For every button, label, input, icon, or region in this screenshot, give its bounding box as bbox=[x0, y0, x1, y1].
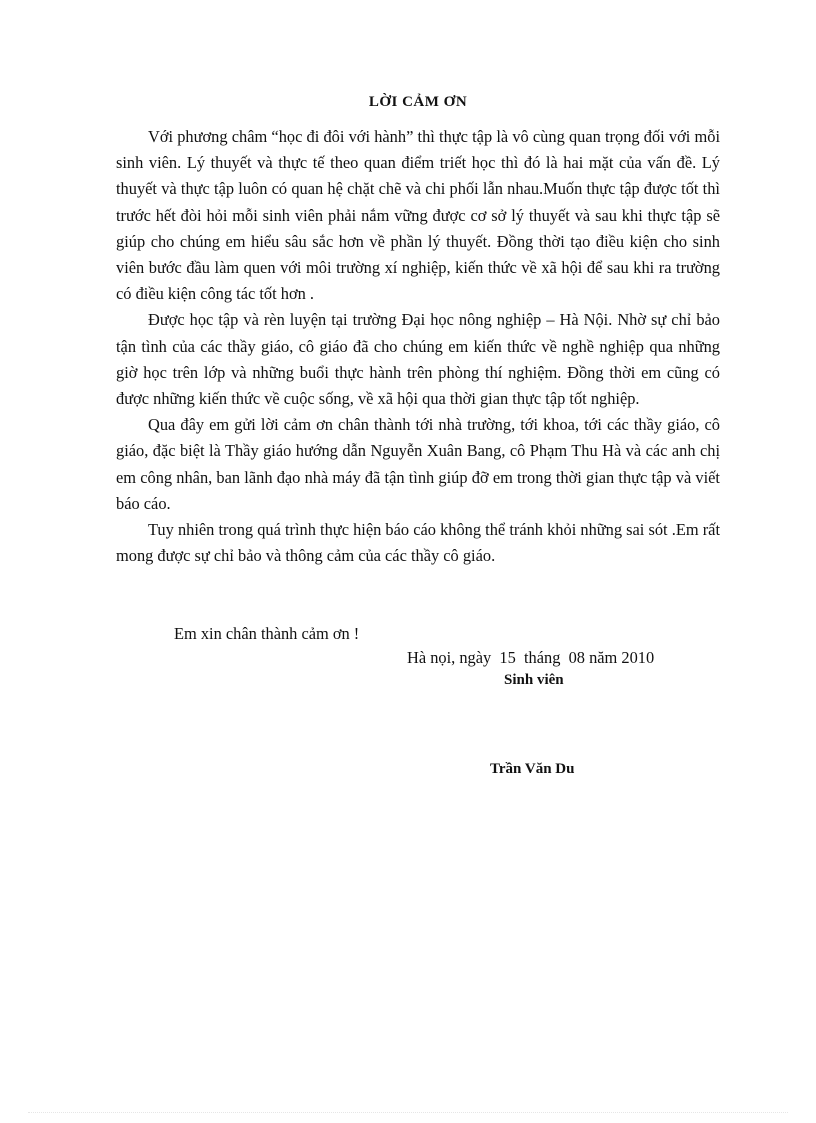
date-line: Hà nọi, ngày 15 tháng 08 năm 2010 bbox=[407, 648, 655, 667]
page-bottom-divider bbox=[28, 1112, 788, 1113]
signer-name: Trần Văn Du bbox=[490, 761, 575, 777]
signer-role: Sinh viên bbox=[504, 672, 564, 688]
paragraph: Với phương châm “học đi đôi với hành” thì thực tập là vô cùng quan trọng đối với mỗi sinh viên. Lý thuyết và thực tế theo quan điểm triết học thì đó là hai mặt của vấn đề. Lý thuyết và thực tập luôn có quan hệ chặt chẽ và chi phối lẫn nhau.Muốn thực tập được tốt thì trước hết đòi hỏi mỗi sinh viên phải nắm vững được cơ sở lý thuyết và sau khi thực tập sẽ giúp cho chúng em hiểu sâu sắc hơn về phần lý thuyết. Đồng thời tạo điều kiện cho sinh viên bước đầu làm quen với môi trường xí nghiệp, kiến thức về xã hội để sau khi ra trường có điều kiện công tác tốt hơn . bbox=[116, 127, 720, 304]
paragraph: Tuy nhiên trong quá trình thực hiện báo cáo không thể tránh khỏi những sai sót .Em rất mong được sự chỉ bảo và thông cảm của các thầy cô giáo. bbox=[116, 520, 720, 566]
page-title: LỜI CẢM ƠN bbox=[368, 94, 468, 110]
closing-line: Em xin chân thành cảm ơn ! bbox=[174, 624, 360, 643]
paragraph: Được học tập và rèn luyện tại trường Đại học nông nghiệp – Hà Nội. Nhờ sự chỉ bảo tận tình của các thầy giáo, cô giáo đã cho chúng em kiến thức về nghề nghiệp qua những giờ học trên lớp và những buổi thực hành trên phòng thí nghiệm. Đồng thời em cũng có được những kiến thức về cuộc sống, về xã hội qua thời gian thực tập tốt nghiệp. bbox=[116, 310, 720, 409]
paragraph: Qua đây em gửi lời cảm ơn chân thành tới nhà trường, tới khoa, tới các thầy giáo, cô giáo, đặc biệt là Thầy giáo hướng dẫn Nguyễn Xuân Bang, cô Phạm Thu Hà và các anh chị em công nhân, ban lãnh đạo nhà máy đã tận tình giúp đỡ em trong thời gian thực tập và viết báo cáo. bbox=[116, 415, 720, 513]
body-text bbox=[116, 124, 720, 569]
